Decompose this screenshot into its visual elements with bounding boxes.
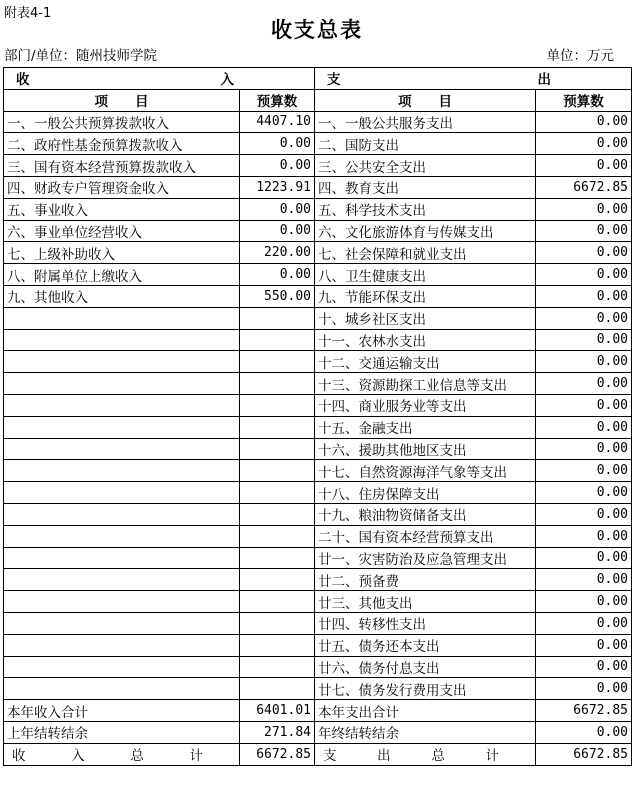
table-row <box>4 503 632 525</box>
income-item-cell <box>4 460 240 482</box>
expense-value-cell: 0.00 <box>536 285 632 307</box>
expense-value-cell: 0.00 <box>536 373 632 395</box>
expense-item-cell: 二、国防支出 <box>315 133 536 155</box>
income-item-cell: 二、政府性基金预算拨款收入 <box>4 133 240 155</box>
table-row <box>4 438 632 460</box>
income-item-cell <box>4 329 240 351</box>
expense-item-cell: 二十、国有资本经营预算支出 <box>315 525 536 547</box>
income-value-cell <box>240 525 315 547</box>
expense-value-cell: 0.00 <box>536 133 632 155</box>
income-item-cell <box>4 634 240 656</box>
expense-item-cell: 八、卫生健康支出 <box>315 264 536 286</box>
income-item-cell: 六、事业单位经营收入 <box>4 220 240 242</box>
income-value-cell: 1223.91 <box>240 176 315 198</box>
column-header-row <box>4 89 632 111</box>
expense-value-cell: 0.00 <box>536 111 632 133</box>
expense-value-cell: 0.00 <box>536 656 632 678</box>
income-item-cell <box>4 394 240 416</box>
income-item-cell <box>4 569 240 591</box>
income-value-cell <box>240 307 315 329</box>
table-row <box>4 155 632 177</box>
table-row <box>4 220 632 242</box>
table-row <box>4 721 632 743</box>
expense-value-cell: 0.00 <box>536 612 632 634</box>
expense-value-cell: 0.00 <box>536 525 632 547</box>
table-row <box>4 547 632 569</box>
income-value-cell <box>240 612 315 634</box>
table-row <box>4 612 632 634</box>
expense-item-cell: 十一、农林水支出 <box>315 329 536 351</box>
expense-item-cell: 廿六、债务付息支出 <box>315 656 536 678</box>
table-row <box>4 307 632 329</box>
expense-group-header: 支 出 <box>315 68 632 90</box>
income-item-cell: 一、一般公共预算拨款收入 <box>4 111 240 133</box>
table-row <box>4 591 632 613</box>
income-item-cell: 上年结转结余 <box>4 721 240 743</box>
income-value-cell: 0.00 <box>240 133 315 155</box>
table-row <box>4 569 632 591</box>
income-value-cell <box>240 373 315 395</box>
expense-value-cell: 0.00 <box>536 678 632 700</box>
income-item-cell: 三、国有资本经营预算拨款收入 <box>4 155 240 177</box>
unit-label: 单位：万元 <box>546 48 614 64</box>
expense-item-cell: 廿二、预备费 <box>315 569 536 591</box>
expense-item-cell: 九、节能环保支出 <box>315 285 536 307</box>
expense-value-cell: 0.00 <box>536 482 632 504</box>
expense-value-cell: 0.00 <box>536 634 632 656</box>
table-row <box>4 285 632 307</box>
expense-item-cell: 十九、粮油物资储备支出 <box>315 503 536 525</box>
table-row <box>4 678 632 700</box>
expense-item-cell: 十三、资源勘探工业信息等支出 <box>315 373 536 395</box>
income-item-cell <box>4 547 240 569</box>
expense-item-cell: 廿三、其他支出 <box>315 591 536 613</box>
income-value-cell: 271.84 <box>240 721 315 743</box>
income-item-cell: 七、上级补助收入 <box>4 242 240 264</box>
expense-item-cell: 本年支出合计 <box>315 700 536 722</box>
income-value-cell <box>240 678 315 700</box>
income-value-cell <box>240 569 315 591</box>
table-row <box>4 394 632 416</box>
expense-value-cell: 0.00 <box>536 416 632 438</box>
expense-item-cell: 年终结转结余 <box>315 721 536 743</box>
income-value-cell <box>240 656 315 678</box>
expense-value-cell: 0.00 <box>536 569 632 591</box>
table-row <box>4 242 632 264</box>
income-item-cell: 九、其他收入 <box>4 285 240 307</box>
income-group-header: 收 入 <box>4 68 315 90</box>
income-item-header: 项 目 <box>4 89 240 111</box>
expense-item-cell: 三、公共安全支出 <box>315 155 536 177</box>
income-item-cell: 四、财政专户管理资金收入 <box>4 176 240 198</box>
income-value-cell <box>240 329 315 351</box>
table-row <box>4 373 632 395</box>
expense-item-cell: 廿一、灾害防治及应急管理支出 <box>315 547 536 569</box>
income-item-cell <box>4 351 240 373</box>
table-row <box>4 264 632 286</box>
expense-value-cell: 6672.85 <box>536 743 632 765</box>
expense-item-cell: 十五、金融支出 <box>315 416 536 438</box>
expense-item-cell: 十、城乡社区支出 <box>315 307 536 329</box>
income-value-cell: 4407.10 <box>240 111 315 133</box>
group-header-row <box>4 68 632 90</box>
income-item-cell <box>4 503 240 525</box>
expense-item-cell: 五、科学技术支出 <box>315 198 536 220</box>
income-item-cell <box>4 373 240 395</box>
expense-value-cell: 0.00 <box>536 591 632 613</box>
expense-item-cell: 十四、商业服务业等支出 <box>315 394 536 416</box>
income-value-cell <box>240 460 315 482</box>
table-row <box>4 525 632 547</box>
expense-value-cell: 0.00 <box>536 460 632 482</box>
table-row <box>4 634 632 656</box>
expense-item-cell: 十七、自然资源海洋气象等支出 <box>315 460 536 482</box>
expense-value-cell: 0.00 <box>536 264 632 286</box>
income-value-cell <box>240 351 315 373</box>
income-item-cell <box>4 612 240 634</box>
table-row <box>4 700 632 722</box>
income-value-cell: 6401.01 <box>240 700 315 722</box>
expense-value-cell: 0.00 <box>536 438 632 460</box>
income-value-cell: 0.00 <box>240 220 315 242</box>
expense-value-cell: 0.00 <box>536 351 632 373</box>
table-row <box>4 198 632 220</box>
budget-table <box>3 67 632 766</box>
expense-value-cell: 6672.85 <box>536 700 632 722</box>
income-item-cell <box>4 591 240 613</box>
expense-item-header: 项 目 <box>315 89 536 111</box>
table-row <box>4 743 632 765</box>
expense-item-cell: 廿五、债务还本支出 <box>315 634 536 656</box>
income-value-cell: 0.00 <box>240 264 315 286</box>
income-value-cell <box>240 416 315 438</box>
expense-value-cell: 0.00 <box>536 198 632 220</box>
expense-item-cell: 廿七、债务发行费用支出 <box>315 678 536 700</box>
expense-item-cell: 十二、交通运输支出 <box>315 351 536 373</box>
income-item-cell <box>4 416 240 438</box>
table-row <box>4 416 632 438</box>
expense-value-cell: 0.00 <box>536 503 632 525</box>
table-row <box>4 176 632 198</box>
income-budget-header: 预算数 <box>240 89 315 111</box>
income-value-cell <box>240 503 315 525</box>
income-value-cell: 220.00 <box>240 242 315 264</box>
expense-value-cell: 0.00 <box>536 220 632 242</box>
income-item-cell: 收入总计 <box>4 743 240 765</box>
income-item-cell: 五、事业收入 <box>4 198 240 220</box>
expense-budget-header: 预算数 <box>536 89 632 111</box>
income-item-cell <box>4 482 240 504</box>
expense-item-cell: 十八、住房保障支出 <box>315 482 536 504</box>
department-label: 部门/单位：随州技师学院 <box>4 48 158 64</box>
table-row <box>4 111 632 133</box>
expense-item-cell: 六、文化旅游体育与传媒支出 <box>315 220 536 242</box>
expense-value-cell: 0.00 <box>536 242 632 264</box>
expense-value-cell: 0.00 <box>536 329 632 351</box>
expense-value-cell: 6672.85 <box>536 176 632 198</box>
table-row <box>4 656 632 678</box>
expense-item-cell: 廿四、转移性支出 <box>315 612 536 634</box>
appendix-label: 附表4-1 <box>4 6 52 21</box>
income-item-cell: 本年收入合计 <box>4 700 240 722</box>
expense-value-cell: 0.00 <box>536 155 632 177</box>
expense-value-cell: 0.00 <box>536 394 632 416</box>
income-item-cell <box>4 525 240 547</box>
income-value-cell: 6672.85 <box>240 743 315 765</box>
income-value-cell <box>240 634 315 656</box>
income-item-cell <box>4 678 240 700</box>
expense-item-cell: 七、社会保障和就业支出 <box>315 242 536 264</box>
income-value-cell <box>240 547 315 569</box>
table-row <box>4 482 632 504</box>
income-item-cell <box>4 438 240 460</box>
income-value-cell: 0.00 <box>240 155 315 177</box>
table-row <box>4 351 632 373</box>
table-row <box>4 329 632 351</box>
page-title: 收支总表 <box>271 18 363 42</box>
income-value-cell <box>240 591 315 613</box>
expense-item-cell: 支出总计 <box>315 743 536 765</box>
expense-item-cell: 四、教育支出 <box>315 176 536 198</box>
income-value-cell <box>240 394 315 416</box>
income-value-cell <box>240 438 315 460</box>
income-value-cell <box>240 482 315 504</box>
expense-value-cell: 0.00 <box>536 307 632 329</box>
table-row <box>4 460 632 482</box>
income-item-cell <box>4 656 240 678</box>
expense-value-cell: 0.00 <box>536 547 632 569</box>
expense-item-cell: 一、一般公共服务支出 <box>315 111 536 133</box>
income-item-cell <box>4 307 240 329</box>
income-item-cell: 八、附属单位上缴收入 <box>4 264 240 286</box>
income-value-cell: 0.00 <box>240 198 315 220</box>
table-row <box>4 133 632 155</box>
income-value-cell: 550.00 <box>240 285 315 307</box>
expense-value-cell: 0.00 <box>536 721 632 743</box>
expense-item-cell: 十六、援助其他地区支出 <box>315 438 536 460</box>
